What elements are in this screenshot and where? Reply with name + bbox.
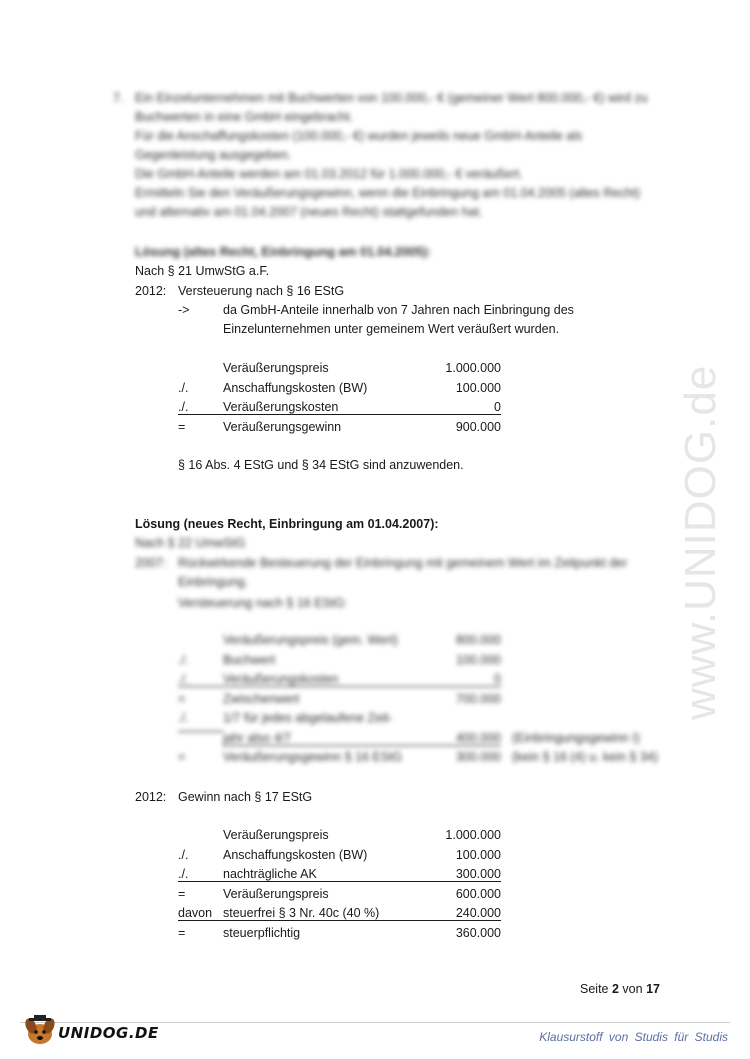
calc-operator: = — [178, 419, 186, 434]
calc-label: steuerpflichtig — [223, 925, 301, 940]
old-law-taxation: Versteuerung nach § 16 EStG — [178, 284, 345, 298]
calc-label: Anschaffungskosten (BW) — [223, 380, 368, 395]
calc-operator — [178, 731, 223, 732]
old-law-basis: Nach § 21 UmwStG a.F. — [135, 264, 270, 278]
calc-label: 1/7 für jedes abgelaufene Zeit- — [223, 711, 393, 725]
calc-value: 600.000 — [455, 886, 501, 901]
calc-value: 900.000 — [455, 419, 501, 434]
calc-value: 1.000.000 — [445, 361, 501, 375]
calc-label: nachträgliche AK — [223, 867, 501, 882]
calc-operator: = — [178, 886, 186, 901]
calc-value: 400.000 — [455, 730, 501, 745]
new-law-line: Einbringung. — [178, 575, 249, 589]
calc-label: Veräußerungsgewinn — [223, 419, 342, 434]
calc-label: Veräußerungspreis — [223, 361, 329, 375]
page-number — [580, 982, 660, 996]
calc-operator: ./. — [178, 652, 189, 667]
calc-value: 0 — [494, 672, 501, 686]
old-law-year: 2012: — [135, 284, 167, 298]
calc-note: (kein § 16 (4) u. kein § 34) — [512, 750, 658, 764]
calc-value: 100.000 — [455, 652, 501, 667]
calc-label: Veräußerungspreis — [223, 828, 329, 842]
new-law-line: Versteuerung nach § 16 EStG: — [178, 596, 348, 610]
calc-label: Veräußerungskosten — [223, 672, 501, 687]
new-law-gain-text: Gewinn nach § 17 EStG — [178, 790, 313, 804]
calc-label: Veräußerungspreis (gem. Wert) — [223, 633, 398, 647]
calc-operator: davon — [178, 906, 223, 921]
calc-value: 1.000.000 — [445, 828, 501, 842]
new-law-year-2: 2012: — [135, 790, 167, 804]
page-total: 17 — [646, 982, 660, 996]
calc-value: 100.000 — [455, 380, 501, 395]
task-line: Gegenleistung ausgegeben. — [135, 148, 292, 162]
task-line: und alternativ am 01.04.2007 (neues Recht) stattgefunden hat. — [135, 205, 483, 219]
calc-value: 700.000 — [455, 691, 501, 706]
calc-operator: ./. — [178, 400, 223, 415]
new-law-line: Rückwirkende Besteuerung der Einbringung mit gemeinem Wert im Zeitpunkt der — [178, 556, 628, 570]
watermark-text: www.UNIDOG.de — [676, 364, 725, 720]
calc-label: jahr also 4/7 — [223, 731, 501, 746]
calc-label: Buchwert — [223, 652, 276, 667]
page-of: von — [622, 982, 643, 996]
old-law-note: § 16 Abs. 4 EStG und § 34 EStG sind anzuwenden. — [178, 458, 464, 472]
calc-label: Veräußerungspreis — [223, 886, 329, 901]
new-law-heading: Lösung (neues Recht, Einbringung am 01.04.2007): — [135, 517, 439, 531]
calc-label: steuerfrei § 3 Nr. 40c (40 %) — [223, 906, 501, 921]
task-line: Für die Anschaffungskosten (100.000,- €) wurden jeweils neue GmbH-Anteile als — [135, 129, 583, 143]
page-prefix: Seite — [580, 982, 609, 996]
calc-operator: ./. — [178, 867, 223, 882]
calc-note: (Einbringungsgewinn I) — [512, 730, 640, 745]
calc-operator: = — [178, 925, 186, 940]
task-line: Ein Einzelunternehmen mit Buchwerten von 100.000,- € (gemeiner Wert 800.000,- €) wird zu — [135, 91, 648, 105]
calc-operator: ./. — [178, 847, 189, 862]
calc-value: 800.000 — [455, 633, 501, 647]
calc-operator: = — [178, 691, 186, 706]
calc-operator: ./. — [178, 711, 189, 725]
calc-value: 240.000 — [455, 906, 501, 920]
task-line: Ermitteln Sie den Veräußerungsgewinn, wenn die Einbringung am 01.04.2005 (altes Recht) — [135, 186, 641, 200]
task-number: 7. — [113, 91, 124, 105]
calc-operator: = — [178, 750, 186, 764]
old-law-heading: Lösung (altes Recht, Einbringung am 01.04.2005): — [135, 245, 431, 259]
calc-label: Anschaffungskosten (BW) — [223, 847, 368, 862]
calc-label: Veräußerungsgewinn § 16 EStG — [223, 750, 403, 764]
task-line: Buchwerten in eine GmbH eingebracht. — [135, 110, 354, 124]
logo-text: UNIDOG.DE — [58, 1024, 159, 1042]
calc-value: 360.000 — [455, 925, 501, 940]
calc-value: 300.000 — [455, 867, 501, 881]
calc-operator: ./. — [178, 380, 189, 395]
old-law-arrow: -> — [178, 303, 190, 317]
task-line: Die GmbH-Anteile werden am 01.03.2012 für 1.000.000,- € veräußert. — [135, 167, 523, 181]
new-law-basis: Nach § 22 UmwStG — [135, 536, 246, 550]
old-law-arrow-text: Einzelunternehmen unter gemeinem Wert veräußert wurden. — [223, 322, 560, 336]
footer-slogan: Klausurstoff von Studis für Studis — [539, 1030, 728, 1044]
footer-divider — [20, 1022, 730, 1023]
page-current: 2 — [611, 982, 619, 996]
calc-value: 100.000 — [455, 847, 501, 862]
calc-value: 300.000 — [455, 750, 501, 764]
dog-logo-icon — [22, 1014, 58, 1048]
calc-label: Zwischenwert — [223, 691, 300, 706]
calc-value: 0 — [494, 400, 501, 414]
old-law-arrow-text: da GmbH-Anteile innerhalb von 7 Jahren nach Einbringung des — [223, 303, 574, 317]
calc-operator: ./. — [178, 672, 223, 687]
calc-label: Veräußerungskosten — [223, 400, 501, 415]
new-law-year: 2007: — [135, 556, 167, 570]
